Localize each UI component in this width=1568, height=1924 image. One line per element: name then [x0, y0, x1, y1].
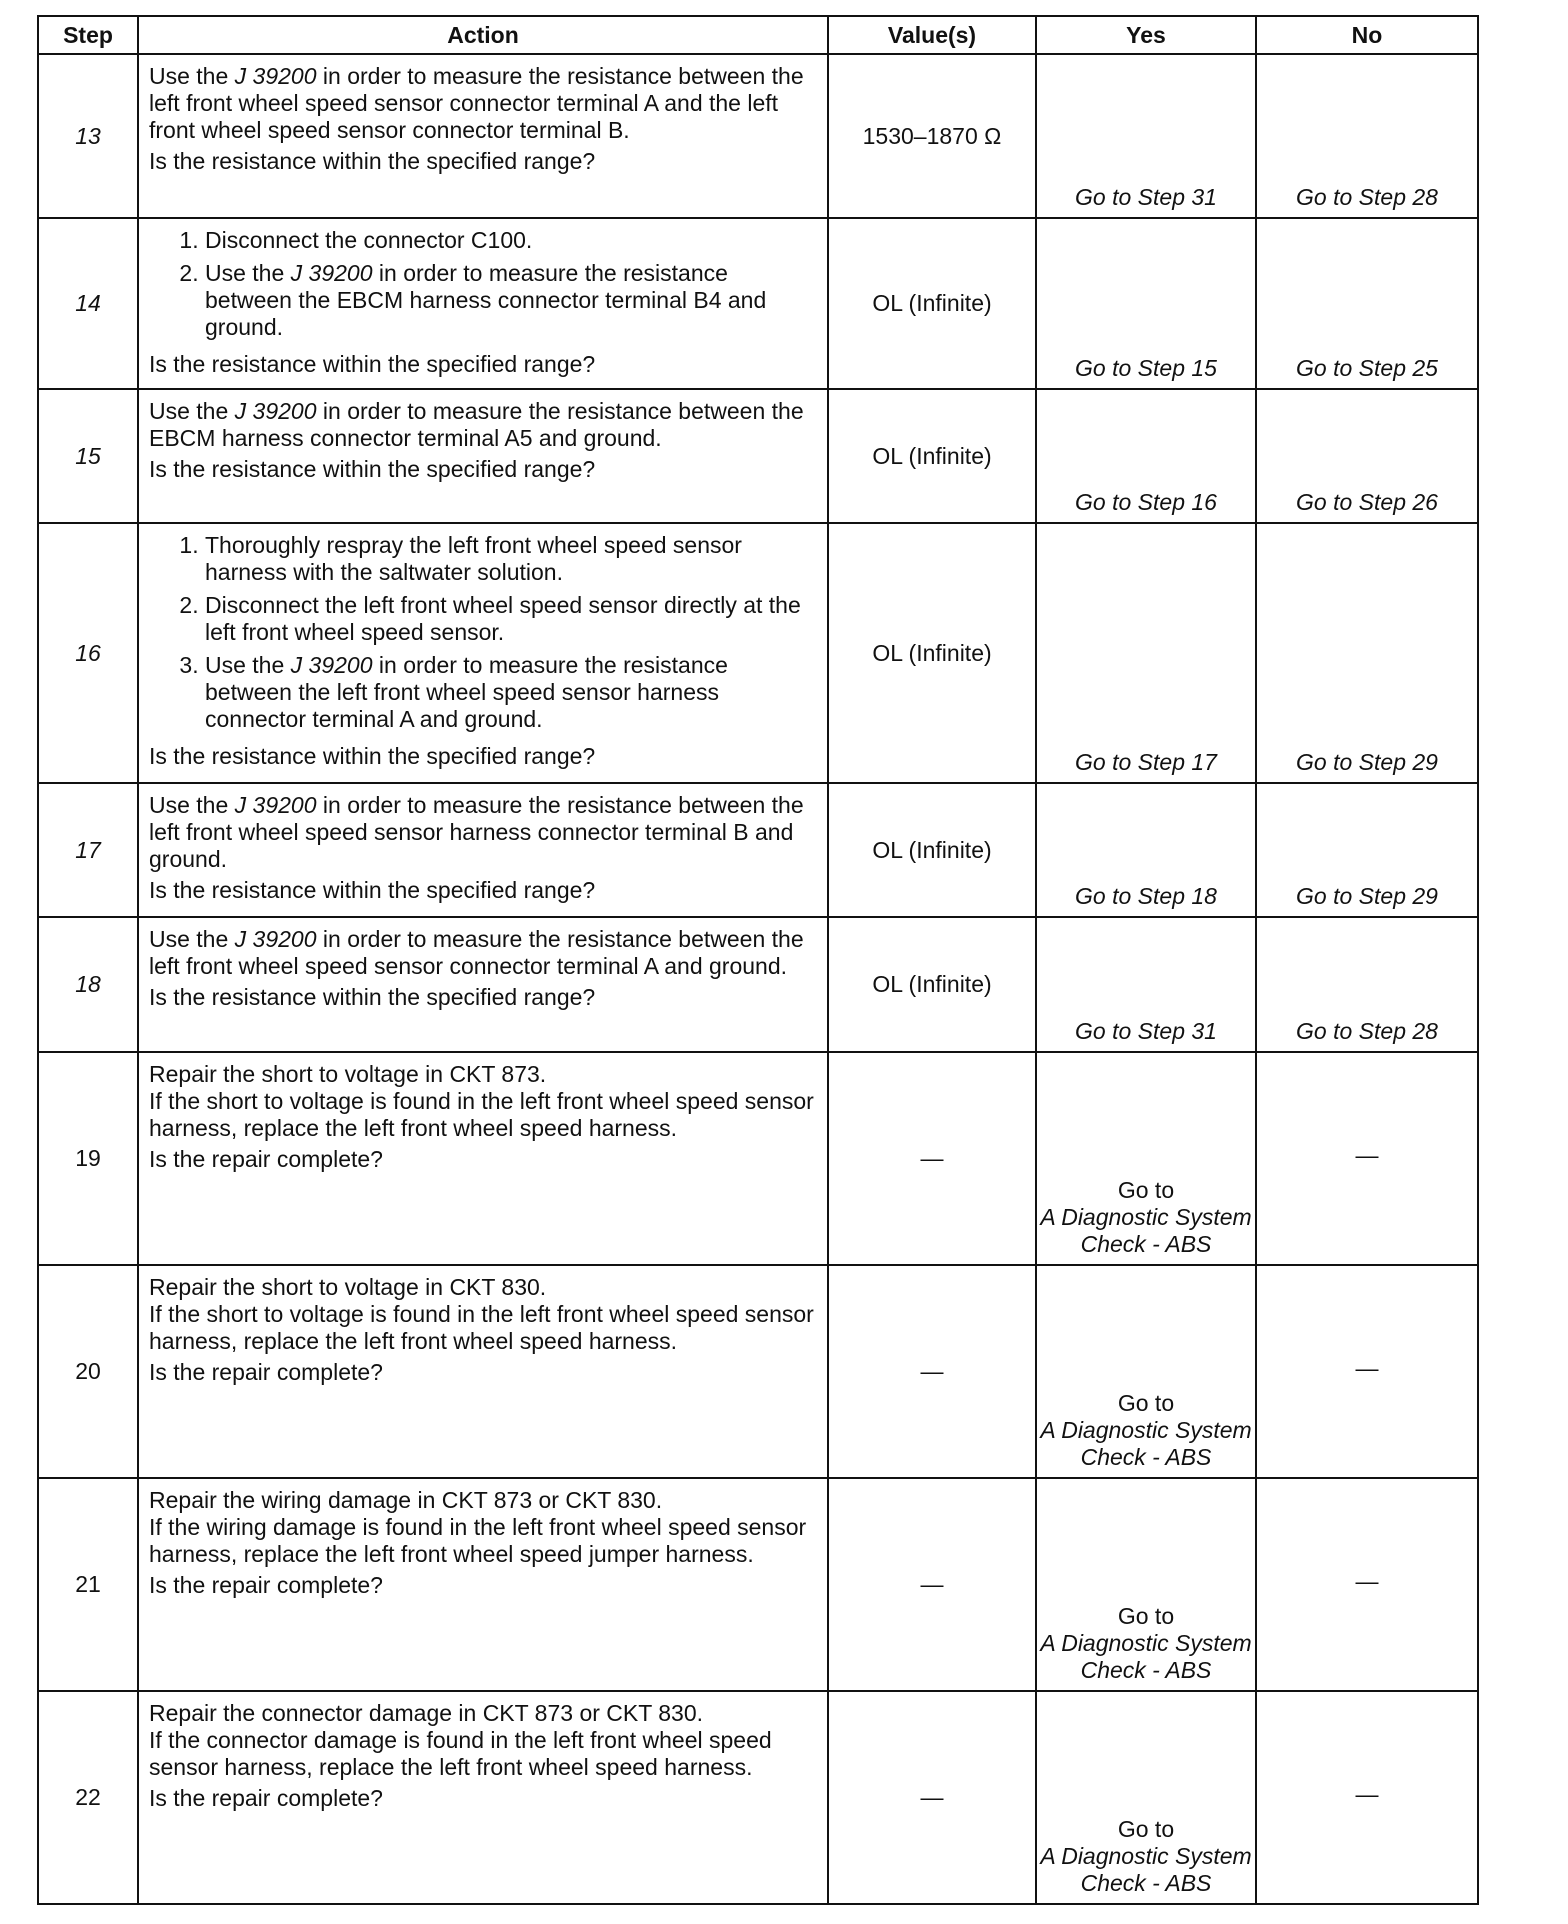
yes-prefix: Go to	[1117, 1603, 1175, 1629]
action-list-item: 2. Disconnect the left front wheel speed sensor directly at the left front wheel speed sensor.	[205, 592, 817, 646]
yes-result[interactable]	[1036, 1691, 1256, 1904]
action-question: Is the resistance within the specified range?	[149, 984, 596, 1010]
action-cell	[138, 54, 828, 218]
action-line: If the short to voltage is found in the left front wheel speed sensor harness, replace the left front wheel speed harness.	[149, 1088, 814, 1141]
action-list-item: 1. Thoroughly respray the left front wheel speed sensor harness with the saltwater solution.	[205, 532, 817, 586]
step-number: 15	[38, 389, 138, 523]
tool-reference: J 39200	[234, 63, 317, 89]
yes-result[interactable]: Go to Step 16	[1036, 389, 1256, 523]
yes-result[interactable]: Go to Step 31	[1036, 917, 1256, 1052]
value-cell: 1530–1870 Ω	[828, 54, 1036, 218]
action-cell	[138, 1478, 828, 1691]
yes-result[interactable]: Go to Step 31	[1036, 54, 1256, 218]
yes-prefix: Go to	[1117, 1177, 1175, 1203]
action-cell: Use the J 39200 in order to measure the resistance between the left front wheel speed sensor connector terminal A and ground. Is the resistance within the specified range?	[138, 917, 828, 1052]
value-cell: —	[828, 1691, 1036, 1904]
value-cell: OL (Infinite)	[828, 783, 1036, 917]
table-row	[38, 783, 1478, 917]
tool-reference: J 39200	[290, 652, 373, 678]
action-question: Is the repair complete?	[149, 1146, 383, 1172]
value-cell: OL (Infinite)	[828, 218, 1036, 389]
header-yes: Yes	[1036, 16, 1256, 54]
diagnostic-link[interactable]: A Diagnostic System Check - ABS	[1040, 1630, 1252, 1683]
table-header-row	[38, 16, 1478, 54]
action-line: If the connector damage is found in the left front wheel speed sensor harness, replace the left front wheel speed harness.	[149, 1727, 772, 1780]
table-row	[38, 1691, 1478, 1904]
yes-result[interactable]: Go to Step 18	[1036, 783, 1256, 917]
yes-prefix: Go to	[1117, 1816, 1175, 1842]
action-cell: Use the J 39200 in order to measure the resistance between the EBCM harness connector terminal A5 and ground. Is the resistance within the specified range?	[138, 389, 828, 523]
table-row	[38, 523, 1478, 783]
no-result[interactable]: Go to Step 29	[1256, 783, 1478, 917]
no-result: —	[1256, 1691, 1478, 1904]
no-result: —	[1256, 1265, 1478, 1478]
diagnostic-link[interactable]: A Diagnostic System Check - ABS	[1040, 1843, 1252, 1896]
step-number: 18	[38, 917, 138, 1052]
action-text-pre: Use the	[149, 63, 235, 89]
action-question: Is the resistance within the specified range?	[149, 743, 596, 769]
step-number: 22	[38, 1691, 138, 1904]
action-question: Is the repair complete?	[149, 1359, 383, 1385]
step-number: 19	[38, 1052, 138, 1265]
action-line: If the short to voltage is found in the left front wheel speed sensor harness, replace the left front wheel speed harness.	[149, 1301, 814, 1354]
table-row	[38, 218, 1478, 389]
header-action: Action	[138, 16, 828, 54]
action-list	[149, 227, 817, 347]
action-question: Is the repair complete?	[149, 1785, 383, 1811]
value-cell: —	[828, 1478, 1036, 1691]
tool-reference: J 39200	[234, 926, 317, 952]
no-result[interactable]: Go to Step 29	[1256, 523, 1478, 783]
action-list-item: 3. Use the J 39200 in order to measure the resistance between the left front wheel speed sensor harness connector terminal A and ground.	[205, 652, 817, 733]
action-question: Is the resistance within the specified range?	[149, 351, 596, 377]
action-line: Repair the wiring damage in CKT 873 or CKT 830.	[149, 1487, 663, 1513]
value-cell: OL (Infinite)	[828, 389, 1036, 523]
action-cell	[138, 523, 828, 783]
value-cell: —	[828, 1052, 1036, 1265]
header-no: No	[1256, 16, 1478, 54]
yes-result[interactable]	[1036, 1052, 1256, 1265]
action-line: Repair the short to voltage in CKT 873.	[149, 1061, 547, 1087]
step-number: 16	[38, 523, 138, 783]
table-row	[38, 389, 1478, 523]
action-list-item: 1. Disconnect the connector C100.	[205, 227, 817, 254]
no-result[interactable]: Go to Step 25	[1256, 218, 1478, 389]
action-line: If the wiring damage is found in the left front wheel speed sensor harness, replace the left front wheel speed jumper harness.	[149, 1514, 807, 1567]
table-row	[38, 917, 1478, 1052]
value-cell: OL (Infinite)	[828, 523, 1036, 783]
action-cell	[138, 1691, 828, 1904]
diagnostic-link[interactable]: A Diagnostic System Check - ABS	[1040, 1417, 1252, 1470]
yes-result[interactable]: Go to Step 17	[1036, 523, 1256, 783]
no-result[interactable]: Go to Step 28	[1256, 917, 1478, 1052]
action-cell: Use the J 39200 in order to measure the resistance between the left front wheel speed sensor harness connector terminal B and ground. Is the resistance within the specified range?	[138, 783, 828, 917]
step-number: 14	[38, 218, 138, 389]
action-cell	[138, 1265, 828, 1478]
diagnostic-table	[37, 15, 1479, 1905]
tool-reference: J 39200	[234, 398, 317, 424]
diagnostic-link[interactable]: A Diagnostic System Check - ABS	[1040, 1204, 1252, 1257]
tool-reference: J 39200	[290, 260, 373, 286]
action-text-post: in order to measure the resistance between the left front wheel speed sensor connector terminal A and the left front wheel speed sensor connector terminal B.	[149, 63, 804, 143]
table-row	[38, 1478, 1478, 1691]
no-result[interactable]: Go to Step 28	[1256, 54, 1478, 218]
yes-result[interactable]: Go to Step 15	[1036, 218, 1256, 389]
tool-reference: J 39200	[234, 792, 317, 818]
action-cell	[138, 218, 828, 389]
value-cell: —	[828, 1265, 1036, 1478]
value-cell: OL (Infinite)	[828, 917, 1036, 1052]
action-list-item: 2. Use the J 39200 in order to measure the resistance between the EBCM harness connector terminal B4 and ground.	[205, 260, 817, 341]
table-row	[38, 54, 1478, 218]
action-line: Repair the connector damage in CKT 873 or CKT 830.	[149, 1700, 704, 1726]
no-result[interactable]: Go to Step 26	[1256, 389, 1478, 523]
action-question: Is the repair complete?	[149, 1572, 383, 1598]
action-question: Is the resistance within the specified range?	[149, 148, 596, 174]
action-list	[149, 532, 817, 739]
table-row	[38, 1052, 1478, 1265]
yes-result[interactable]	[1036, 1265, 1256, 1478]
yes-result[interactable]	[1036, 1478, 1256, 1691]
action-question: Is the resistance within the specified range?	[149, 456, 596, 482]
action-cell	[138, 1052, 828, 1265]
no-result: —	[1256, 1478, 1478, 1691]
action-line: Repair the short to voltage in CKT 830.	[149, 1274, 547, 1300]
step-number: 21	[38, 1478, 138, 1691]
step-number: 17	[38, 783, 138, 917]
table-row	[38, 1265, 1478, 1478]
step-number: 20	[38, 1265, 138, 1478]
step-number: 13	[38, 54, 138, 218]
header-step: Step	[38, 16, 138, 54]
yes-prefix: Go to	[1117, 1390, 1175, 1416]
action-question: Is the resistance within the specified range?	[149, 877, 596, 903]
no-result: —	[1256, 1052, 1478, 1265]
header-values: Value(s)	[828, 16, 1036, 54]
